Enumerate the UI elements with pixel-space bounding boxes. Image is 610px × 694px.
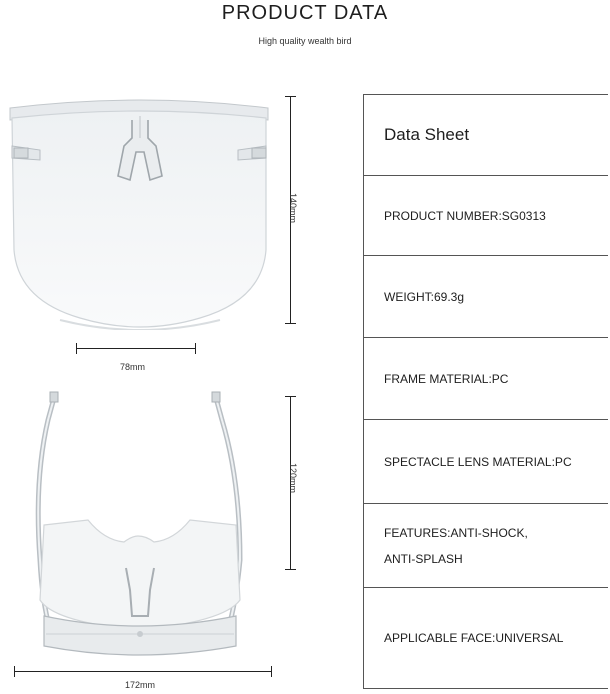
page-title: PRODUCT DATA xyxy=(221,2,389,24)
data-sheet-heading xyxy=(364,95,608,176)
front-height-label: 140mm xyxy=(288,192,299,224)
applicable-face-text: APPLICABLE FACE:UNIVERSAL xyxy=(384,631,564,645)
side-width-dimension-line xyxy=(14,671,272,672)
features-text-line2: ANTI-SPLASH xyxy=(384,551,463,566)
lens-material-text: SPECTACLE LENS MATERIAL:PC xyxy=(384,454,572,469)
face-shield-top-illustration xyxy=(14,390,274,680)
front-width-label: 78mm xyxy=(120,362,146,372)
face-shield-front-illustration xyxy=(0,90,280,330)
product-number-text: PRODUCT NUMBER:SG0313 xyxy=(384,208,546,223)
row-weight xyxy=(364,256,608,338)
data-sheet-heading-text: Data Sheet xyxy=(384,125,470,144)
features-text-line1: FEATURES:ANTI-SHOCK, xyxy=(384,525,528,540)
data-sheet-table xyxy=(363,94,608,689)
row-applicable-face xyxy=(364,588,608,689)
row-frame-material xyxy=(364,338,608,420)
row-product-number xyxy=(364,176,608,256)
weight-text: WEIGHT:69.3g xyxy=(384,289,465,304)
row-features xyxy=(364,504,608,588)
side-width-label: 172mm xyxy=(125,680,156,690)
side-height-label: 120mm xyxy=(288,462,299,494)
page-subtitle: High quality wealth bird xyxy=(258,36,352,46)
row-lens-material xyxy=(364,420,608,504)
front-width-dimension-line xyxy=(76,348,196,349)
frame-material-text: FRAME MATERIAL:PC xyxy=(384,371,509,386)
